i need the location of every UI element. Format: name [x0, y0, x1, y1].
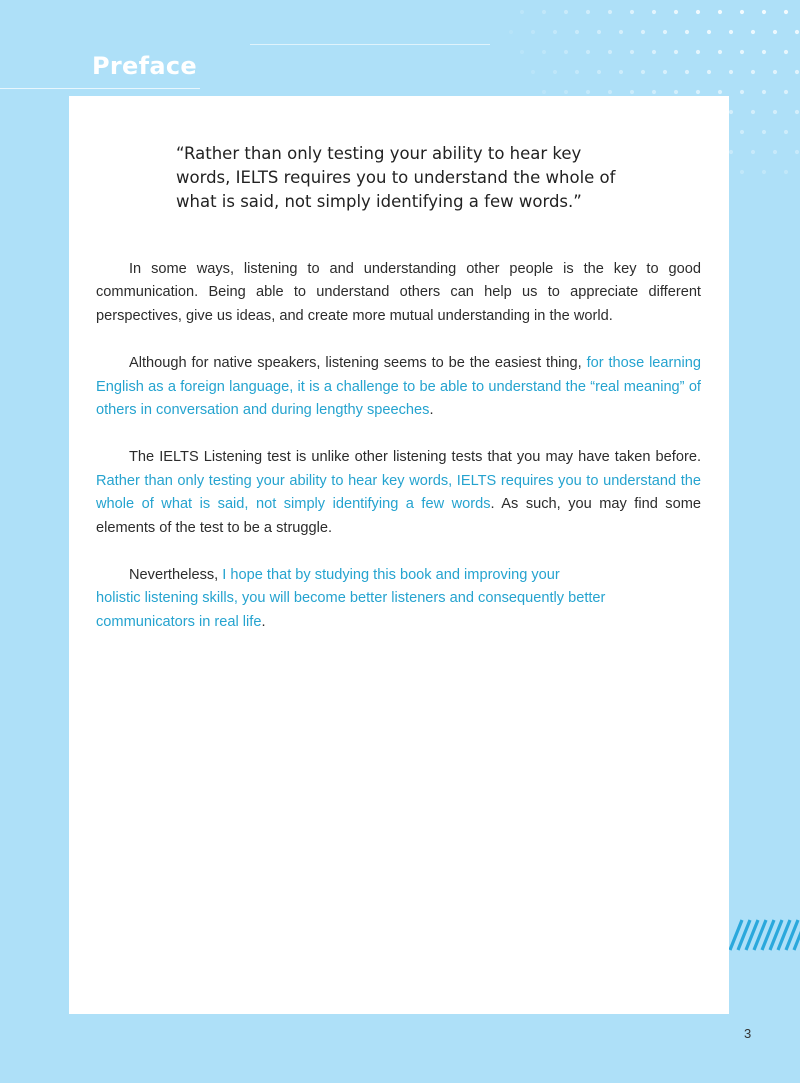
header-rule: [250, 44, 490, 45]
paragraph-2-end: .: [429, 402, 434, 419]
pull-quote: “Rather than only testing your ability to hear key words, IELTS requires you to understand the whole of what is said, not simply identifying a few words.”: [176, 144, 616, 211]
paragraph-3: [96, 446, 701, 540]
paragraph-2-highlight: for those learning English as a foreign language, it is a challenge to be able to understand the “real meaning” of others in conversation and during lengthy speeches: [96, 355, 701, 419]
paragraph-4-end: .: [261, 613, 266, 630]
paragraph-2-text: Although for native speakers, listening seems to be the easiest thing,: [129, 355, 587, 372]
body-text: [96, 258, 701, 658]
paragraph-1: [96, 258, 701, 328]
stripe-decoration: [728, 918, 800, 952]
paragraph-4-highlight-a: I hope that by studying this book and improving your: [222, 567, 560, 584]
paragraph-3-end: . As such, you may find some elements of the test to be a struggle.: [96, 496, 701, 536]
paragraph-2: [96, 352, 701, 422]
paragraph-3-text: The IELTS Listening test is unlike other listening tests that you may have taken before.: [129, 449, 701, 466]
paragraph-3-highlight: Rather than only testing your ability to hear key words, IELTS requires you to understand the whole of what is said, not simply identifying a few words: [96, 472, 701, 513]
page-title: Preface: [92, 52, 197, 80]
paragraph-4-text: Nevertheless,: [129, 567, 223, 584]
paragraph-4-highlight-b: holistic listening skills, you will become better listeners and consequently better communicators in real life: [96, 590, 606, 630]
paragraph-1-text: In some ways, listening to and understanding other people is the key to good communication. Being able to understand others can help us to appreciate different perspectives, give us ideas, and create more mutual understanding in the world.: [96, 261, 701, 324]
title-underline: [0, 88, 200, 89]
page-number: 3: [744, 1026, 752, 1041]
content-panel: [69, 96, 729, 1014]
paragraph-4: [96, 564, 701, 634]
